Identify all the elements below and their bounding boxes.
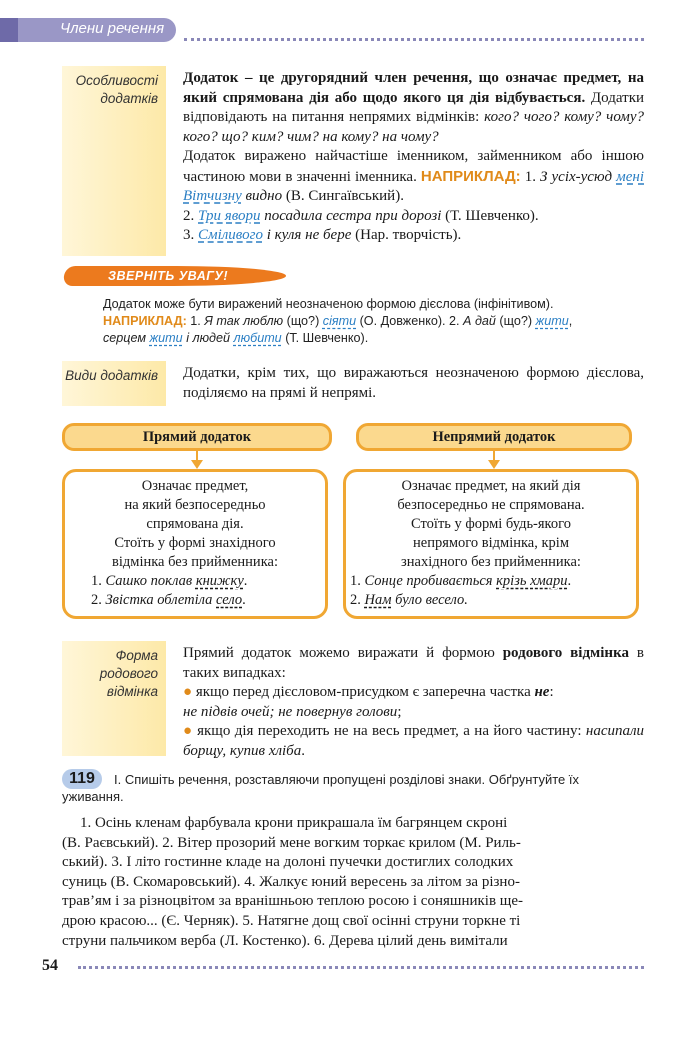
card-line: Означає предмет, на який дія [401,478,581,494]
attention-note: Додаток може бути виражений неозначеною формою дієслова (інфінітивом). НАПРИКЛАД: 1. Я так люблю (що?) сіяти (О. Довженко). 2. А дай (що?) жити, серцем жити і людей любити (Т. Шевченко). [103,297,573,345]
ex-num: 1. [350,573,365,589]
card-example [346,591,636,610]
example-label: НАПРИКЛАД: [420,167,521,185]
ex-source: (Т. Шевченко). [285,331,369,345]
bullet-text: якщо дія переходить не на весь предмет, а на його частину: [197,723,586,739]
types-text: Додатки, крім тих, що виражаються неозначеною формою дієслова, поділяємо на прямі й непрямі. [183,365,644,401]
indirect-object-title: Непрямий додаток [356,423,632,451]
ex-num: 3. [183,227,195,243]
exercise-number: 119 [62,769,102,789]
case-questions: кого? чого? кому? чому? кого? що? ким? чим? на кому? на чому? [183,109,644,145]
header-divider [184,38,644,41]
card-example: 2. Звістка облетіла село. [91,592,246,608]
genitive-text: Прямий додаток можемо виражати й формою [183,645,503,661]
card-line: на який безпосередньо [124,497,266,513]
ex-text: було весело. [395,592,468,608]
sidebar-label: Форма родового відмінка [99,648,158,699]
sidebar-label: Види додатків [65,368,158,383]
bullet-example: насипали борщу, купив хліба [183,723,645,759]
note-text: Додаток може бути виражений неозначеною формою дієслова (інфінітивом). [103,297,554,311]
ex-text: Звістка облетіла [105,592,213,608]
object-word: жити [535,314,569,328]
exercise-line: трав’ям і за різноцвітом за вранішньою теплою росою і соняшників ще- [62,893,523,910]
object-word: Нам [364,592,392,608]
object-word: любити [233,331,282,345]
ex-text: Я так люблю [204,314,284,328]
definition-cont: Додатки відповідають на питання непрямих відмінків: [183,89,645,125]
card-line: Стоїть у формі знахідного [114,535,276,551]
ex-num: 2. [350,592,365,608]
direct-object-card [62,469,328,619]
chapter-tab-edge [0,18,18,42]
example-label: НАПРИКЛАД: [103,314,187,328]
bullet-example: не підвів очей; не повернув голови [183,703,398,720]
definition-block [183,69,644,246]
exercise-text [62,814,644,951]
arrow-down-icon [488,460,500,469]
ex-text: і куля не бере [266,227,352,243]
ex-num: 2. [183,207,195,224]
bullet-text: якщо перед дієсловом-присудком є заперечна частка [195,684,535,700]
ex-text: посадила сестра при дорозі [264,207,442,224]
ex-source: (Т. Шевченко). [445,207,539,224]
page-number: 54 [42,957,58,974]
genitive-block: Прямий додаток можемо виражати й формою родового відмінка в таких випадках: ● якщо перед дієсловом-присудком є заперечна частка не: не підвів очей; не повернув голови; ● якщо дія переходить не на весь предмет, а на його частину: насипали борщу, купив хліба. [183,645,645,759]
exercise-line: 1. Осінь кленам фарбувала крони прикрашала їм багрянцем скроні [80,815,508,831]
card-line: Означає предмет, [141,478,249,494]
ex-text: серцем [103,331,147,345]
arrow-down-icon [191,460,203,469]
card-line: непрямого відмінка, крім [413,535,569,551]
question: (що?) [499,314,533,328]
chapter-title: Члени речення [60,20,165,37]
object-word: книжку [195,573,244,589]
bullet-icon: ● [183,723,193,739]
ex-num: 1. [91,573,106,589]
object-word: село [216,592,243,608]
card-line: відмінка без прийменника: [112,554,278,570]
ex-source: (О. Довженко). 2. [359,314,460,328]
object-word: мені [616,168,645,185]
object-word: Три явори [198,207,261,224]
footer-divider [78,966,644,969]
exercise-task: І. Спишіть речення, розставляючи пропущені розділові знаки. Обґрунтуйте їх уживання. [62,772,580,804]
card-line: знахідного без прийменника: [401,554,581,570]
indirect-object-card [343,469,639,619]
object-word: жити [149,331,183,345]
definition-p2: Додаток виражено найчастіше іменником, займенником або іншою частиною мови в значенні іменника. [183,148,644,185]
ex-text: З усіх-усюд [540,168,613,185]
particle: не [534,684,550,700]
exercise-line: (В. Раєвський). 2. Вітер прозорий мене вогким торкає крилом (М. Риль- [62,834,521,851]
chapter-tab [0,18,176,42]
sidebar-label-box [62,361,166,406]
genitive-term: родового відмінка [502,645,629,661]
direct-object-title: Прямий додаток [62,423,332,451]
ex-num: 1. [524,168,536,185]
exercise-line: дрою красою... (Є. Черняк). 5. Натягне дощ свої осінні струни торкне ті [62,912,521,929]
object-word: сіяти [322,314,357,328]
ex-source: (В. Сингаївський). [285,188,404,204]
question: (що?) [286,314,320,328]
object-word: Вітчизну [183,188,242,204]
ex-num: 1. [190,314,201,328]
exercise-line: ський). 3. І літо гостинне кладе на долоні пучечки достиглих солодких [62,854,514,871]
card-line: спрямована дія. [146,516,244,532]
sidebar-label: Особливості додатків [75,73,158,106]
ex-source: (Нар. творчість). [355,227,462,243]
object-word: крізь хмари [496,573,568,589]
exercise-line: суниць (В. Скомаровський). 4. Жалкує юний вересень за літом за різно- [62,873,520,890]
bullet-icon: ● [183,684,193,700]
attention-title: ЗВЕРНІТЬ УВАГУ! [108,269,229,283]
card-example: 1. Сашко поклав книжку. [91,573,248,589]
ex-text: А дай [463,314,496,328]
sidebar-label-box [62,66,166,256]
genitive-text: в таких випадках: [183,645,644,681]
ex-text: видно [245,188,283,204]
ex-text: Сашко поклав [105,573,193,589]
card-line: безпосередньо не спрямована. [397,497,585,513]
card-example: 1. Сонце пробивається крізь хмари. [350,573,572,589]
exercise-line: струни пальчиком верба (Л. Костенко). 6. Дерева цілий день вимітали [62,932,508,949]
ex-num: 2. [91,592,106,608]
definition-text: Додаток – це другорядний член речення, що означає предмет, на який спрямована дія або щодо якого ця дія відбувається. [183,70,644,106]
ex-text: Сонце пробивається [364,573,493,589]
sidebar-label-box [62,641,166,756]
card-line: Стоїть у формі будь-якого [411,516,571,532]
ex-text: і людей [186,331,231,345]
attention-banner [63,266,288,286]
object-word: Сміливого [198,227,263,243]
